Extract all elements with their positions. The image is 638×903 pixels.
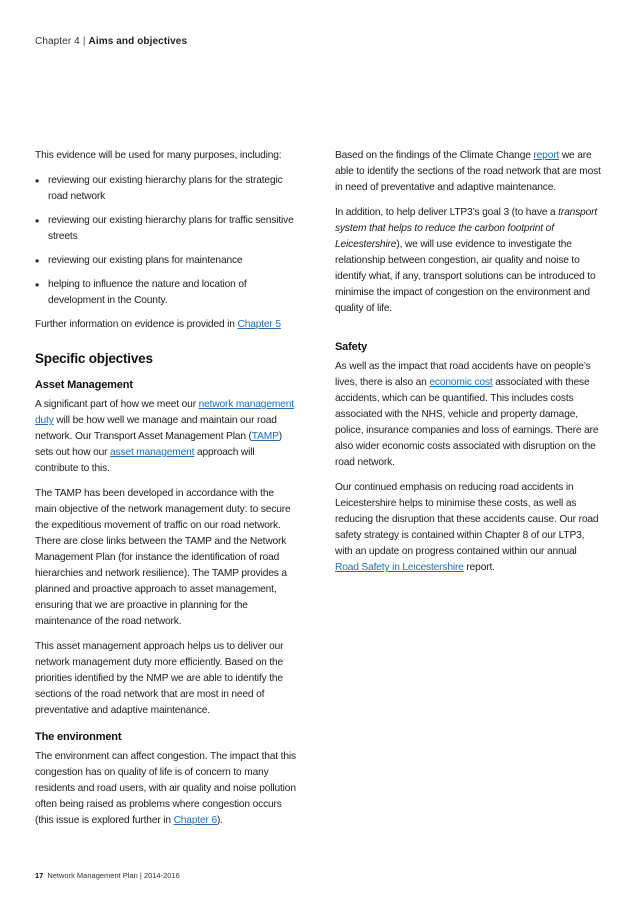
footer-text: Network Management Plan | 2014-2016 <box>47 871 180 880</box>
environment-text: The environment can affect congestion. The impact that this congestion has on quality of life is of concern to many residents and road users, with air quality and noise pollution often being raised as problems where congestion occurs (this issue is explored further in <box>35 751 296 826</box>
safety-text: As well as the impact that road accidents have on people’s lives, there is also an <box>335 361 591 388</box>
chapter-5-link[interactable]: Chapter 5 <box>237 319 281 330</box>
evidence-uses-list <box>35 173 297 309</box>
ltp3-paragraph <box>335 205 603 317</box>
environment-heading: The environment <box>35 731 122 743</box>
list-item: • reviewing our existing hierarchy plans for traffic sensitive streets <box>35 213 297 245</box>
safety-paragraph-1 <box>335 359 603 471</box>
page-number: 17 <box>35 871 44 880</box>
asset-management-link[interactable]: asset management <box>110 447 195 458</box>
asset-paragraph-3: This asset management approach helps us to deliver our network management duty more efficiently. Based on the priorities identified by the NMP we are able to identify the sections of the road network that are most in need of preventative and adaptive maintenance. <box>35 641 284 716</box>
asset-text: approach will contribute to this. <box>35 447 255 474</box>
asset-paragraph-2: The TAMP has been developed in accordance with the main objective of the network management duty: to secure the expeditious movement of traffic on our road network. There are close links between the TAMP and the Network Management Plan (for instance the identification of road hierarchies and network resilience). The TAMP provides a planned and proactive approach to asset management, ensuring that we are proactive in planning for the maintenance of the road network. <box>35 488 291 627</box>
specific-objectives-heading: Specific objectives <box>35 351 153 366</box>
safety-text: associated with these accidents, which can be quantified. This includes costs associated with the NHS, vehicle and property damage, police, insurance companies and loss of earnings. There are also wider economic costs associated with disruption on the road network. <box>335 377 599 468</box>
climate-report-link[interactable]: report <box>533 150 560 161</box>
page-footer <box>35 871 180 880</box>
asset-paragraph-1 <box>35 397 297 477</box>
ltp3-text: ), we will use evidence to investigate the relationship between congestion, air quality and noise to identify what, if any, transport solutions can be introduced to minimise the impact of congestion on the environment and quality of life. <box>335 239 596 314</box>
network-management-duty-link[interactable]: network management duty <box>35 399 294 426</box>
safety-paragraph-2 <box>335 480 603 576</box>
list-item: • helping to influence the nature and location of development in the County. <box>35 277 297 309</box>
climate-paragraph <box>335 148 603 196</box>
economic-cost-link[interactable]: economic cost <box>429 377 493 388</box>
environment-text: ). <box>216 815 223 826</box>
safety-heading: Safety <box>335 341 368 353</box>
tamp-link[interactable]: TAMP <box>251 431 279 442</box>
further-info-text: Further information on evidence is provided in <box>35 319 238 330</box>
environment-paragraph <box>35 749 297 829</box>
header-separator: | <box>82 36 86 47</box>
right-column <box>335 148 603 585</box>
asset-text: will be how well we manage and maintain our road network. Our Transport Asset Management Plan ( <box>35 415 277 442</box>
asset-text: ) sets out how our <box>35 431 282 458</box>
safety-text: Our continued emphasis on reducing road accidents in Leicestershire helps to minimise these costs, as well as reducing the disruption that these accidents cause. Our road safety strategy is contained within Chapter 8 of our LTP3, with an update on progress contained within our annual <box>335 482 599 557</box>
road-safety-report-link[interactable]: Road Safety in Leicestershire <box>335 562 464 573</box>
list-item: • reviewing our existing hierarchy plans for the strategic road network <box>35 173 297 205</box>
climate-text: we are able to identify the sections of the road network that are most in need of preventative and adaptive maintenance. <box>335 150 601 193</box>
asset-text: A significant part of how we meet our <box>35 399 199 410</box>
safety-text: report. <box>463 562 495 573</box>
chapter-6-link[interactable]: Chapter 6 <box>173 815 217 826</box>
evidence-intro: This evidence will be used for many purposes, including: <box>35 150 282 161</box>
chapter-title: Aims and objectives <box>88 36 188 47</box>
climate-text: Based on the findings of the Climate Change <box>335 150 534 161</box>
asset-management-heading: Asset Management <box>35 379 133 391</box>
list-item: • reviewing our existing plans for maintenance <box>35 253 297 269</box>
ltp3-goal-italic: transport system that helps to reduce the carbon footprint of Leicestershire <box>335 207 598 250</box>
ltp3-text: In addition, to help deliver LTP3’s goal 3 (to have a <box>335 207 559 218</box>
further-info-paragraph <box>35 317 297 333</box>
left-column <box>35 148 297 838</box>
page-header <box>35 36 187 47</box>
chapter-label: Chapter 4 <box>35 36 80 47</box>
